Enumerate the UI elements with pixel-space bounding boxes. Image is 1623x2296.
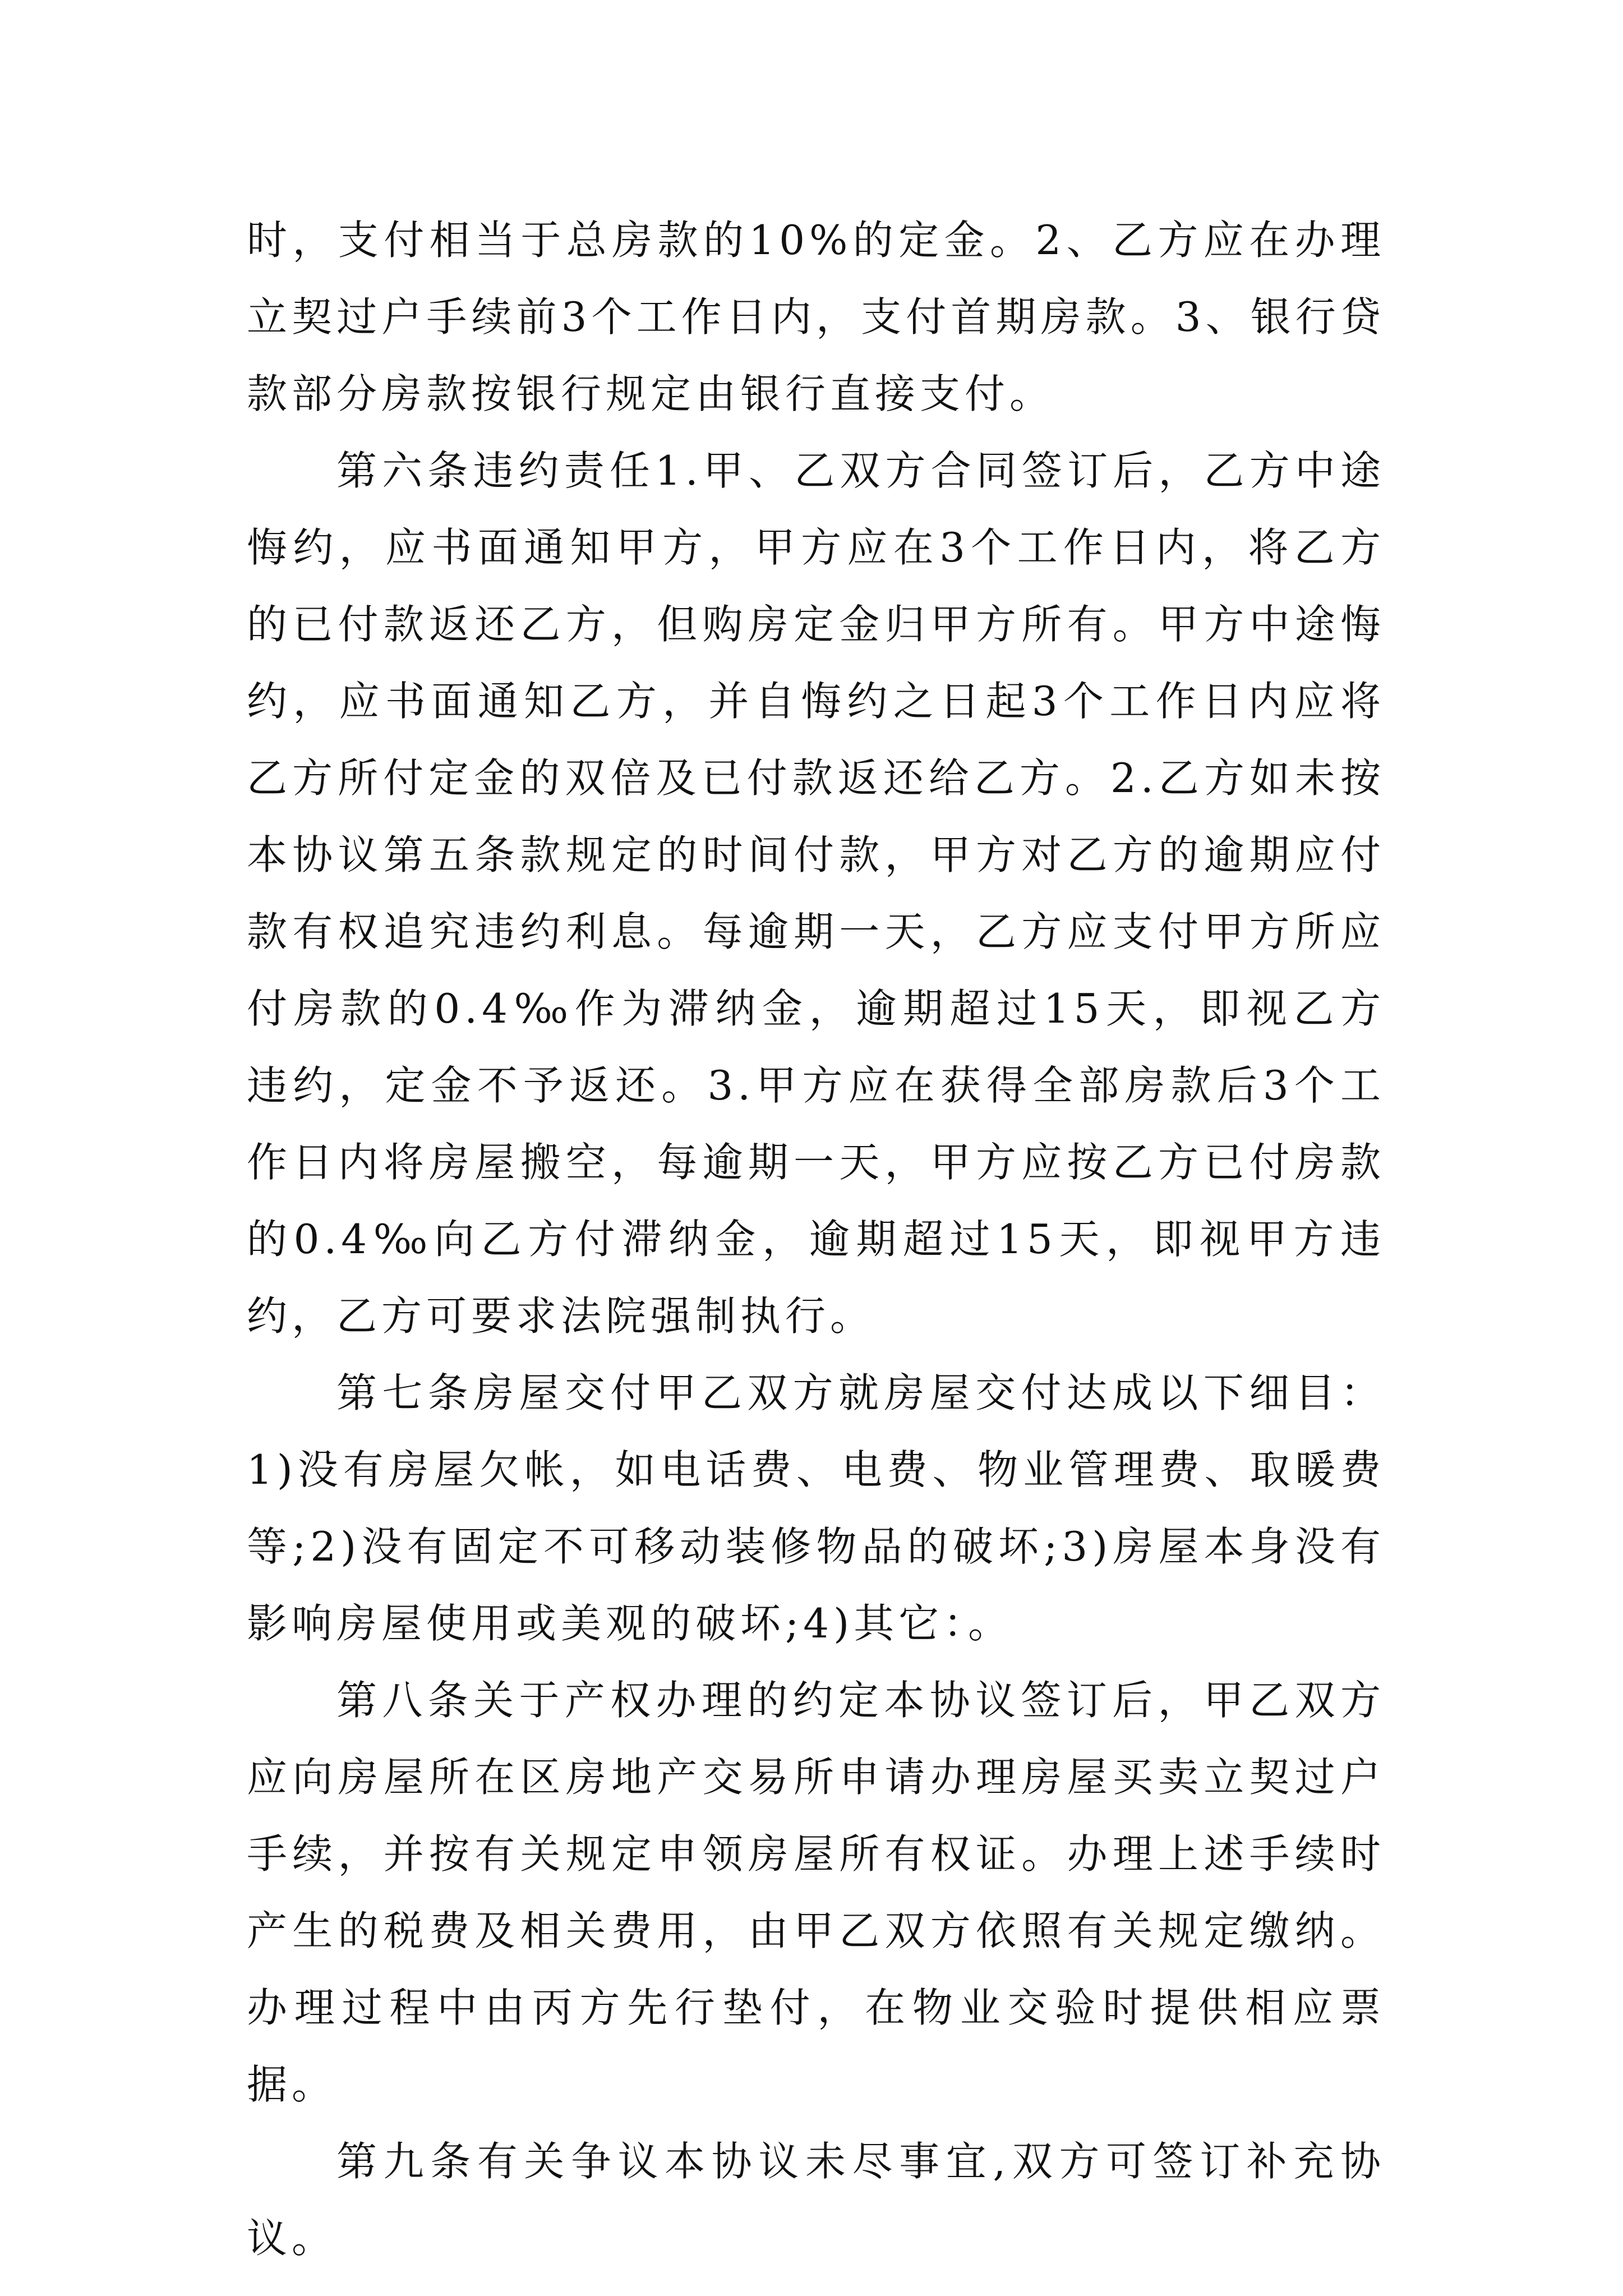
document-page <box>247 202 1385 2277</box>
paragraph-article-8-title-transfer: 第八条关于产权办理的约定本协议签订后，甲乙双方应向房屋所在区房地产交易所申请办理房屋买卖立契过户手续，并按有关规定申领房屋所有权证。办理上述手续时产生的税费及相关费用，由甲乙双方依照有关规定缴纳。办理过程中由丙方先行垫付，在物业交验时提供相应票据。 <box>247 1677 1385 2108</box>
paragraph-article-7-house-delivery: 第七条房屋交付甲乙双方就房屋交付达成以下细目：1)没有房屋欠帐，如电话费、电费、物业管理费、取暖费等;2)没有固定不可移动装修物品的破坏;3)房屋本身没有影响房屋使用或美观的破坏;4)其它：。 <box>247 1369 1385 1647</box>
paragraph-article-6-breach-liability: 第六条违约责任1.甲、乙双方合同签订后，乙方中途悔约，应书面通知甲方，甲方应在3个工作日内，将乙方的已付款返还乙方，但购房定金归甲方所有。甲方中途悔约，应书面通知乙方，并自悔约之日起3个工作日内应将乙方所付定金的双倍及已付款返还给乙方。2.乙方如未按本协议第五条款规定的时间付款，甲方对乙方的逾期应付款有权追究违约利息。每逾期一天，乙方应支付甲方所应付房款的0.4‰作为滞纳金，逾期超过15天，即视乙方违约，定金不予返还。3.甲方应在获得全部房款后3个工作日内将房屋搬空，每逾期一天，甲方应按乙方已付房款的0.4‰向乙方付滞纳金，逾期超过15天，即视甲方违约，乙方可要求法院强制执行。 <box>247 447 1385 1340</box>
paragraph-article-9-disputes: 第九条有关争议本协议未尽事宜,双方可签订补充协议。 <box>247 2138 1385 2262</box>
paragraph-payment-terms-continued: 时，支付相当于总房款的10%的定金。2、乙方应在办理立契过户手续前3个工作日内，支付首期房款。3、银行贷款部分房款按银行规定由银行直接支付。 <box>247 217 1385 417</box>
